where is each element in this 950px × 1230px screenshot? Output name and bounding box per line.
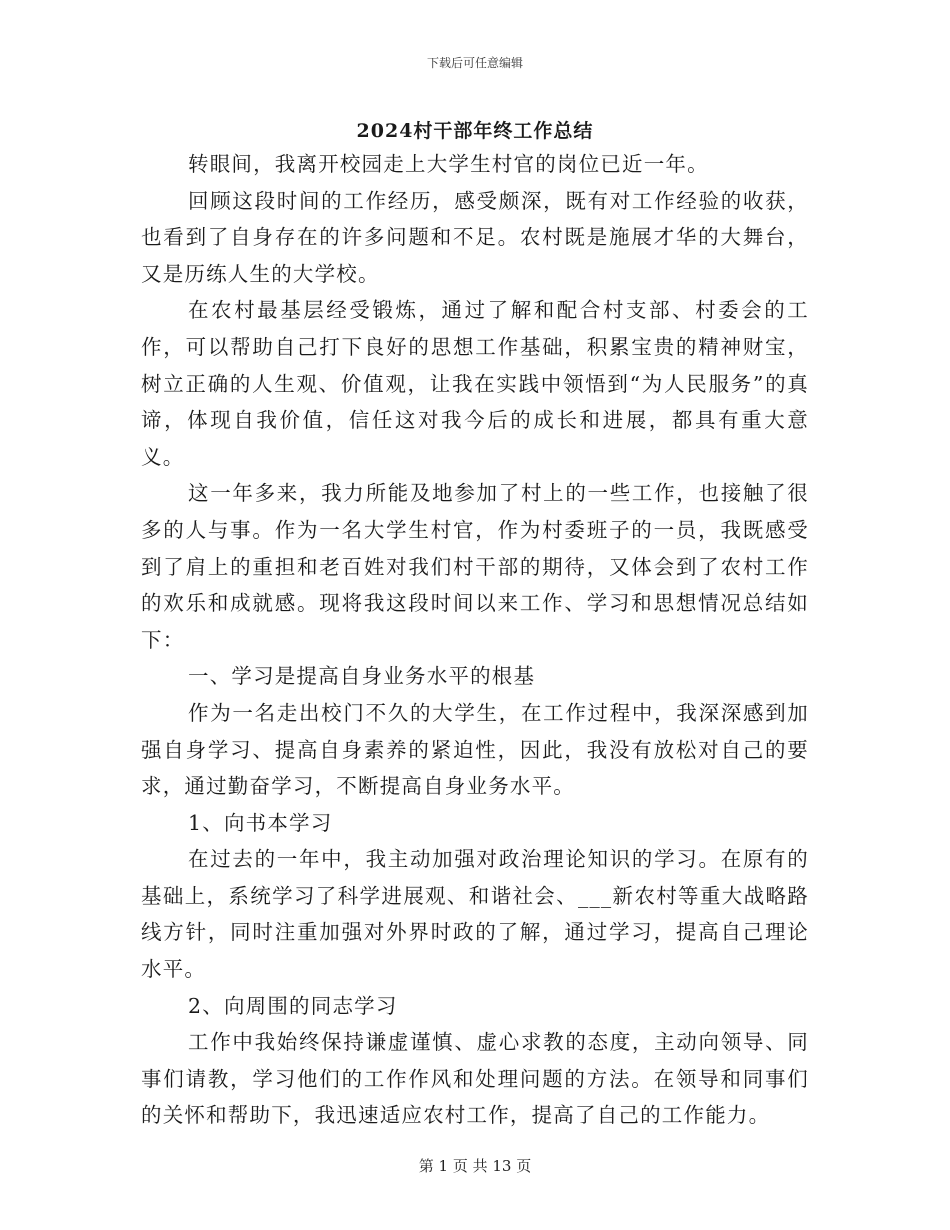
paragraph-5: 作为一名走出校门不久的大学生，在工作过程中，我深深感到加强自身学习、提高自身素养的紧迫性，因此，我没有放松对自己的要求，通过勤奋学习，不断提高自身业务水平。 — [141, 700, 809, 799]
document-body — [141, 146, 809, 1134]
page-header: 下载后可任意编辑 — [426, 56, 523, 70]
paragraph-4: 这一年多来，我力所能及地参加了村上的一些工作，也接触了很多的人与事。作为一名大学生村官，作为村委班子的一员，我既感受到了肩上的重担和老百姓对我们村干部的期待，又体会到了农村工作的欢乐和成就感。现将我这段时间以来工作、学习和思想情况总结如下： — [141, 481, 809, 652]
document-title: 2024村干部年终工作总结 — [356, 120, 594, 142]
paragraph-6: 在过去的一年中，我主动加强对政治理论知识的学习。在原有的基础上，系统学习了科学进展观、和谐社会、___新农村等重大战略路线方针，同时注重加强对外界时政的了解，通过学习，提高自己理论水平。 — [141, 847, 809, 982]
section-heading-1: 一、学习是提高自身业务水平的根基 — [188, 664, 536, 689]
paragraph-7: 工作中我始终保持谦虚谨慎、虚心求教的态度，主动向领导、同事们请教，学习他们的工作作风和处理问题的方法。在领导和同事们的关怀和帮助下，我迅速适应农村工作，提高了自己的工作能力。 — [141, 1030, 809, 1128]
paragraph-1: 转眼间，我离开校园走上大学生村官的岗位已近一年。 — [188, 152, 709, 176]
page-footer: 第 1 页 共 13 页 — [418, 1157, 532, 1175]
paragraph-3: 在农村最基层经受锻炼，通过了解和配合村支部、村委会的工作，可以帮助自己打下良好的思想工作基础，积累宝贵的精神财宝，树立正确的人生观、价值观，让我在实践中领悟到“为人民服务”的真谛，体现自我价值，信任这对我今后的成长和进展，都具有重大意义。 — [141, 298, 809, 469]
subheading-1: 1、向书本学习 — [188, 810, 333, 835]
paragraph-2: 回顾这段时间的工作经历，感受颇深，既有对工作经验的收获，也看到了自身存在的许多问题和不足。农村既是施展才华的大舞台，又是历练人生的大学校。 — [141, 188, 809, 286]
subheading-2: 2、向周围的同志学习 — [188, 993, 398, 1018]
